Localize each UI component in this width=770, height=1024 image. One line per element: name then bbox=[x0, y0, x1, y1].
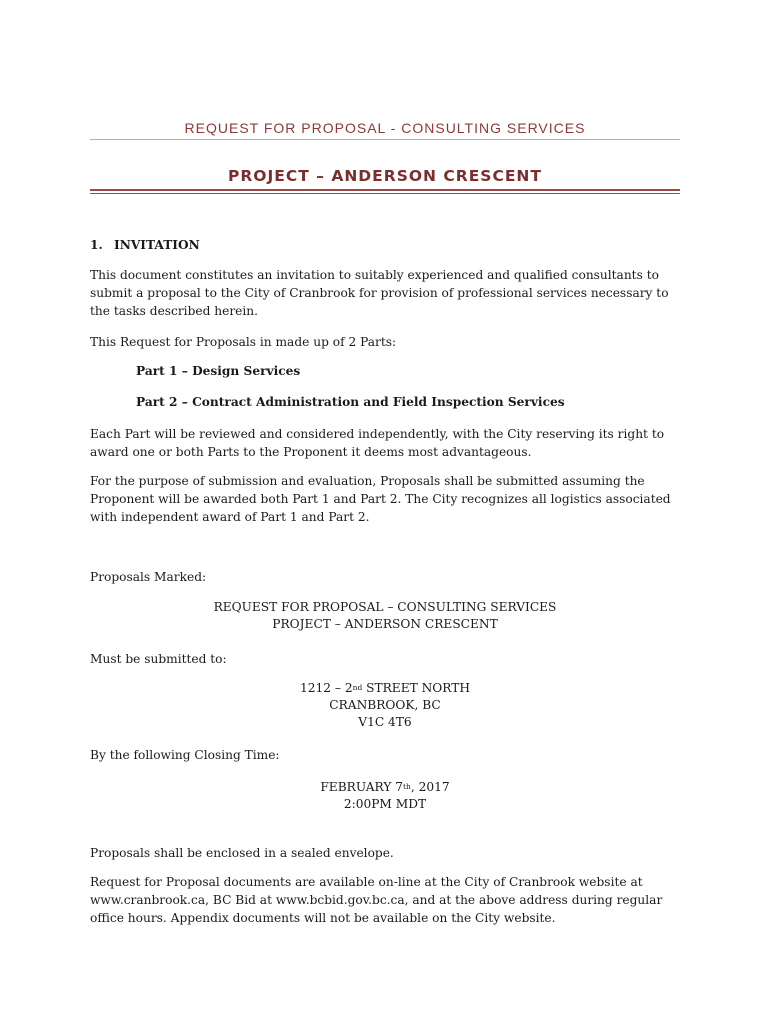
title-divider-top bbox=[90, 189, 680, 191]
intro-paragraph: This document constitutes an invitation to suitably experienced and qualified consultants to submit a proposal to the City of Cranbrook for provision of professional services necessary to the tasks described herein. bbox=[90, 268, 669, 318]
marking-line-1: REQUEST FOR PROPOSAL – CONSULTING SERVICES bbox=[213, 600, 557, 614]
closing-date-year: , 2017 bbox=[410, 780, 450, 794]
parts-intro-paragraph: This Request for Proposals in made up of 2 Parts: bbox=[90, 335, 397, 349]
document-title: PROJECT – ANDERSON CRESCENT bbox=[228, 167, 542, 185]
marking-line-2: PROJECT – ANDERSON CRESCENT bbox=[272, 617, 498, 631]
closing-date bbox=[90, 779, 680, 796]
part-2-label: Part 2 – Contract Administration and Field Inspection Services bbox=[136, 395, 565, 409]
title-divider-bottom bbox=[90, 193, 680, 194]
document-subtitle: REQUEST FOR PROPOSAL - CONSULTING SERVICES bbox=[184, 120, 586, 136]
closing-time: 2:00PM MDT bbox=[343, 797, 427, 811]
subtitle-divider bbox=[90, 139, 680, 140]
review-paragraph: Each Part will be reviewed and considered independently, with the City reserving its right to award one or both Parts to the Proponent it deems most advantageous. bbox=[90, 427, 665, 459]
section-number: 1. bbox=[90, 238, 103, 252]
availability-paragraph: Request for Proposal documents are available on-line at the City of Cranbrook website at www.cranbrook.ca, BC Bid at www.bcbid.gov.bc.ca, and at the above address during regular office hours. Appendix documents will not be available on the City website. bbox=[90, 875, 663, 925]
part-1-label: Part 1 – Design Services bbox=[136, 364, 301, 378]
proposals-marked-label: Proposals Marked: bbox=[90, 570, 207, 584]
city-line: CRANBROOK, BC bbox=[329, 698, 441, 712]
street-address-ordinal: nd bbox=[352, 683, 363, 692]
closing-block bbox=[90, 779, 680, 813]
section-heading bbox=[90, 238, 200, 252]
marking-block bbox=[90, 599, 680, 633]
submitted-to-label: Must be submitted to: bbox=[90, 652, 227, 666]
closing-date-month-day: FEBRUARY 7 bbox=[320, 780, 404, 794]
closing-time-label: By the following Closing Time: bbox=[90, 748, 280, 762]
section-heading-text: INVITATION bbox=[114, 238, 200, 252]
street-address-number: 1212 – 2 bbox=[300, 681, 353, 695]
street-address bbox=[90, 680, 680, 697]
closing-date-ordinal: th bbox=[403, 782, 411, 791]
address-block bbox=[90, 680, 680, 731]
evaluation-paragraph: For the purpose of submission and evaluation, Proposals shall be submitted assuming the Proponent will be awarded both Part 1 and Part 2. The City recognizes all logistics associated with independent award of Part 1 and Part 2. bbox=[90, 474, 671, 524]
street-address-name: STREET NORTH bbox=[362, 681, 470, 695]
postal-code: V1C 4T6 bbox=[358, 715, 412, 729]
envelope-paragraph: Proposals shall be enclosed in a sealed envelope. bbox=[90, 846, 394, 860]
